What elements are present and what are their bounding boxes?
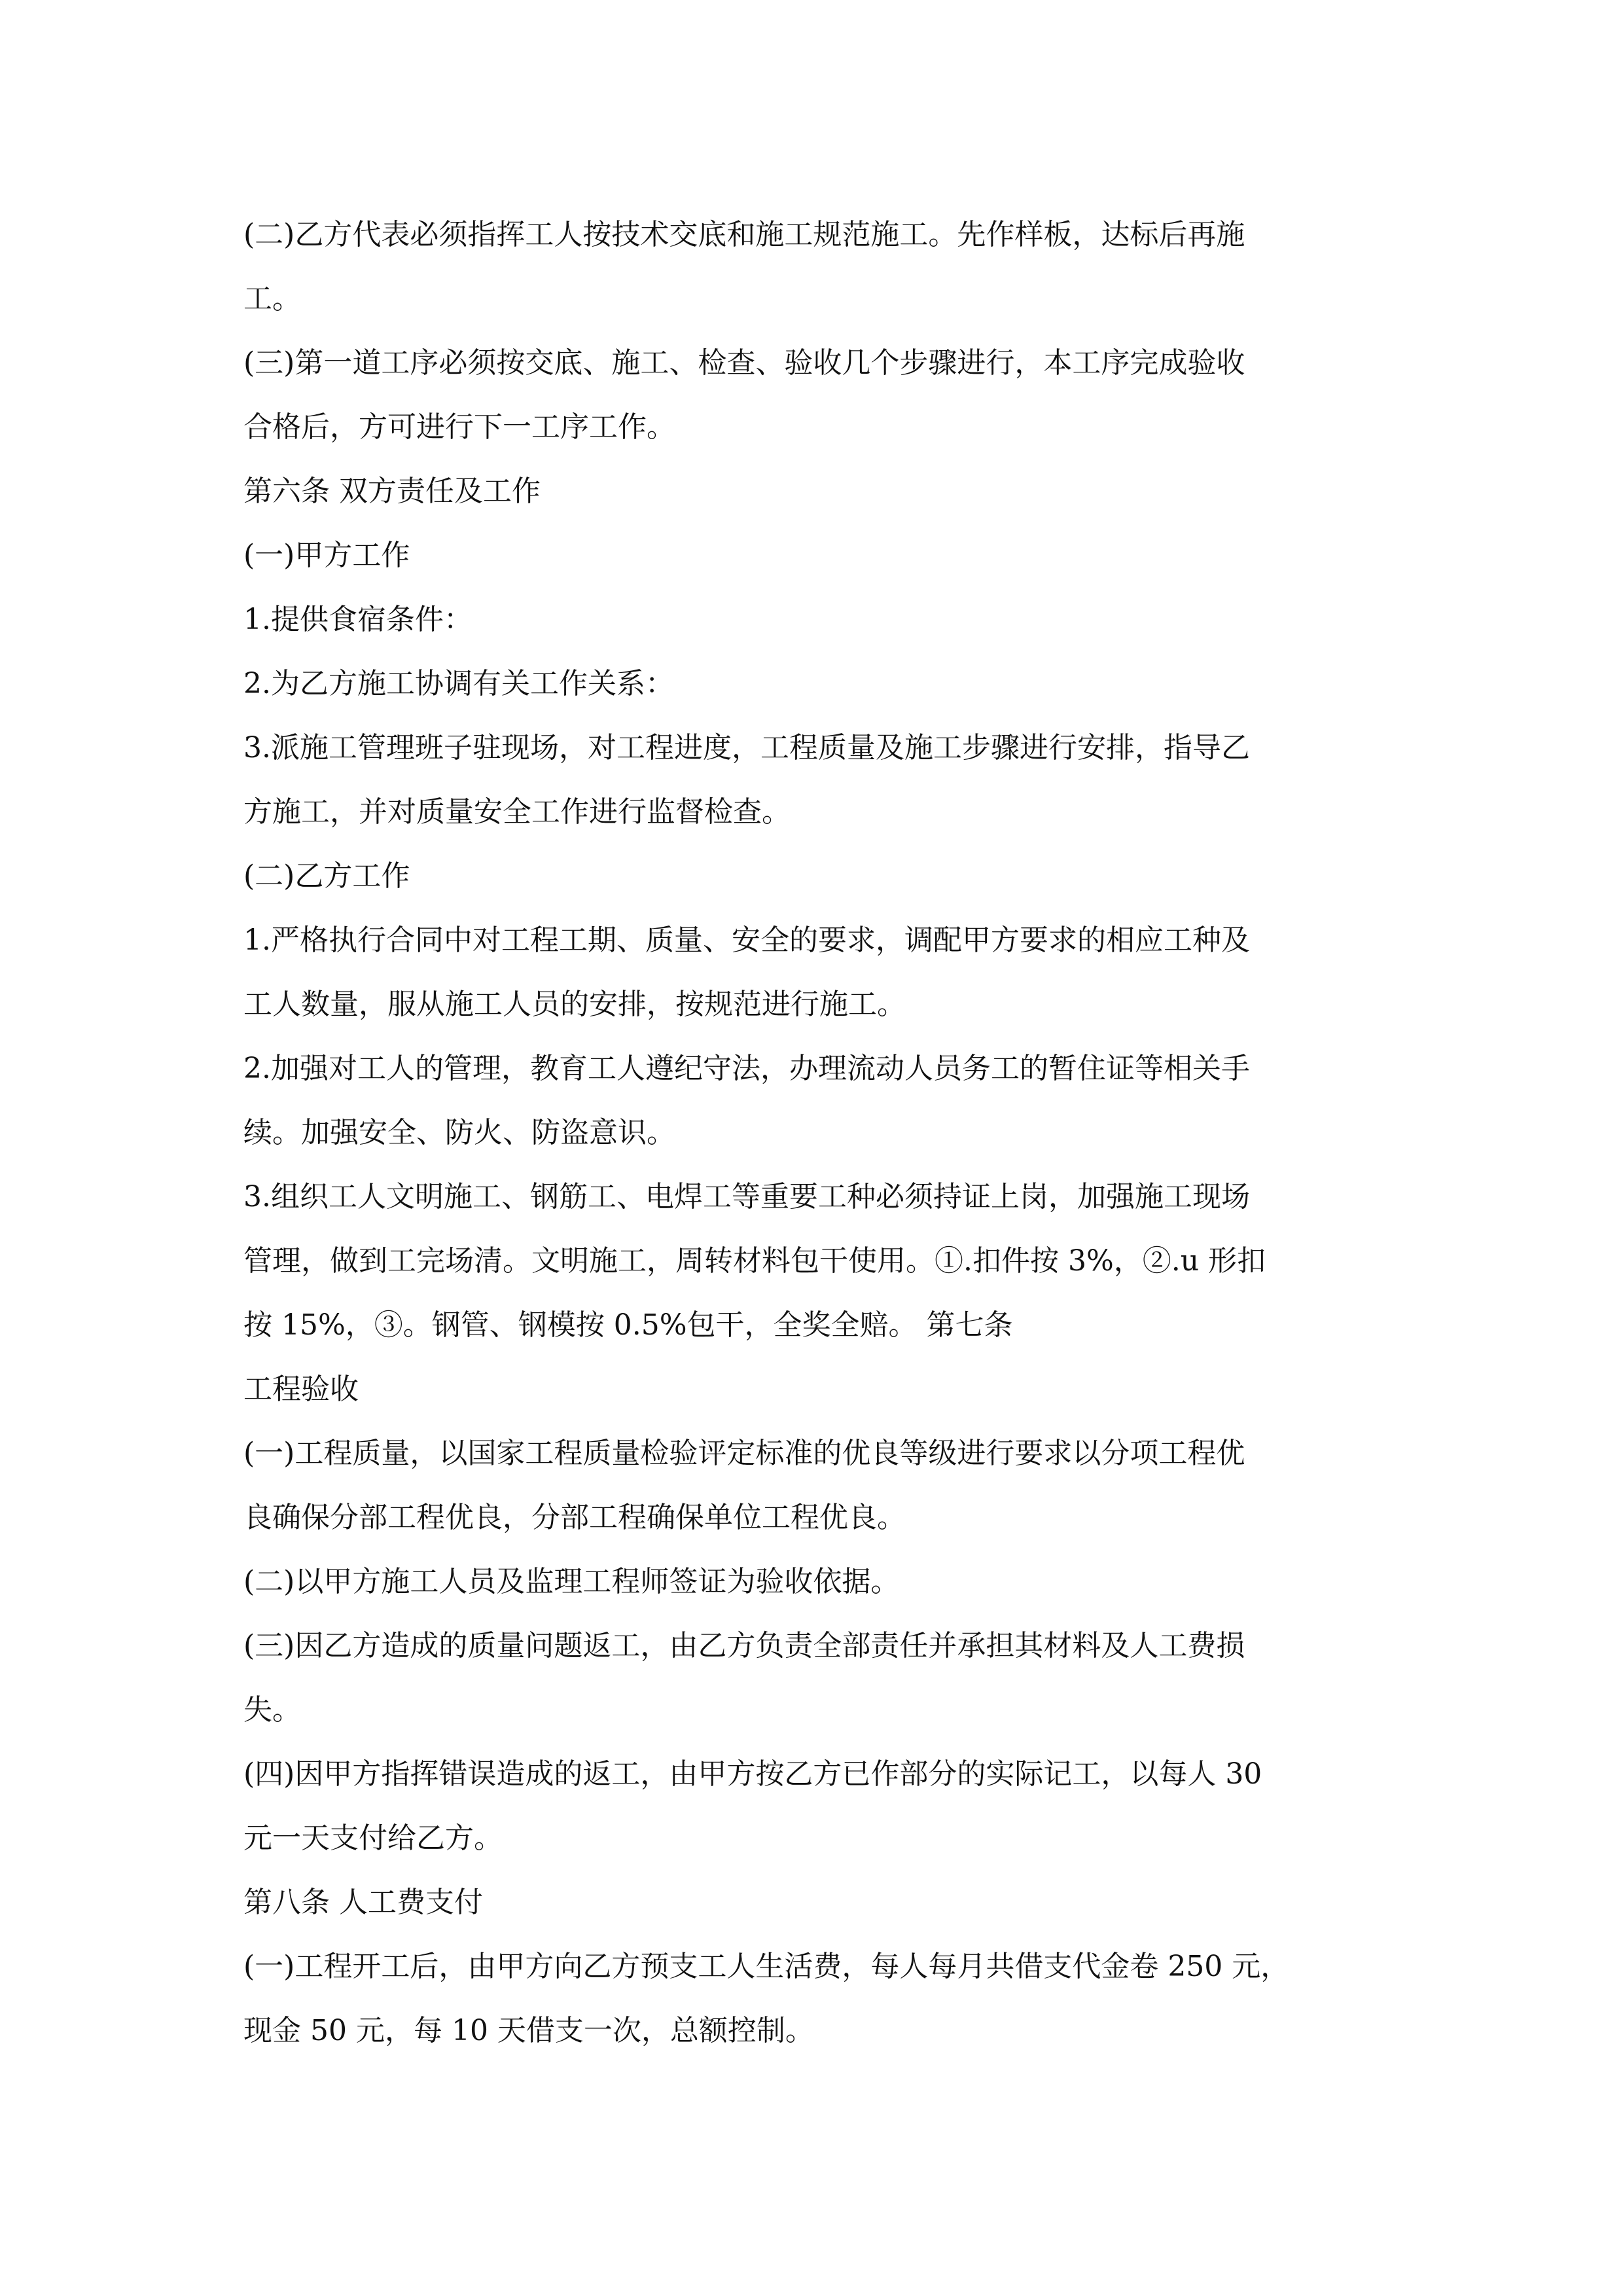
subsection-heading: (一)甲方工作 bbox=[243, 539, 410, 572]
section-heading: 第八条 人工费支付 bbox=[243, 1886, 483, 1919]
text-line: 2.为乙方施工协调有关工作关系： bbox=[243, 667, 674, 700]
text-line: (二)乙方代表必须指挥工人按技术交底和施工规范施工。先作样板，达标后再施 bbox=[243, 218, 1245, 251]
text-line: (一)工程开工后，由甲方向乙方预支工人生活费，每人每月共借支代金卷 250 元， bbox=[243, 1950, 1290, 1983]
text-line: 1.提供食宿条件： bbox=[243, 603, 473, 636]
text-line: 3.组织工人文明施工、钢筋工、电焊工等重要工种必须持证上岗，加强施工现场 bbox=[243, 1180, 1250, 1213]
section-heading: 工程验收 bbox=[243, 1372, 359, 1406]
section-heading: 第六条 双方责任及工作 bbox=[243, 475, 541, 508]
text-line: 现金 50 元，每 10 天借支一次，总额控制。 bbox=[243, 2014, 814, 2047]
text-line: 良确保分部工程优良，分部工程确保单位工程优良。 bbox=[243, 1501, 906, 1534]
text-line: 工。 bbox=[243, 282, 301, 315]
text-line: (三)第一道工序必须按交底、施工、检查、验收几个步骤进行，本工序完成验收 bbox=[243, 346, 1245, 380]
text-line: 管理，做到工完场清。文明施工，周转材料包干使用。①.扣件按 3%，②.u 形扣 bbox=[243, 1244, 1266, 1278]
text-line: (二)以甲方施工人员及监理工程师签证为验收依据。 bbox=[243, 1565, 900, 1598]
subsection-heading: (二)乙方工作 bbox=[243, 859, 410, 893]
text-line: 合格后，方可进行下一工序工作。 bbox=[243, 410, 675, 444]
text-line: 工人数量，服从施工人员的安排，按规范进行施工。 bbox=[243, 988, 906, 1021]
text-line: 失。 bbox=[243, 1693, 301, 1727]
text-line: 2.加强对工人的管理，教育工人遵纪守法，办理流动人员务工的暂住证等相关手 bbox=[243, 1052, 1250, 1085]
text-line: 元一天支付给乙方。 bbox=[243, 1821, 503, 1855]
document-page bbox=[243, 203, 1382, 2063]
text-line: (四)因甲方指挥错误造成的返工，由甲方按乙方已作部分的实际记工，以每人 30 bbox=[243, 1757, 1262, 1791]
text-line: (三)因乙方造成的质量问题返工，由乙方负责全部责任并承担其材料及人工费损 bbox=[243, 1629, 1245, 1662]
text-line: 按 15%，③。钢管、钢模按 0.5%包干，全奖全赔。 第七条 bbox=[243, 1308, 1013, 1342]
text-line: (一)工程质量，以国家工程质量检验评定标准的优良等级进行要求以分项工程优 bbox=[243, 1437, 1245, 1470]
text-line: 1.严格执行合同中对工程工期、质量、安全的要求，调配甲方要求的相应工种及 bbox=[243, 924, 1250, 957]
text-line: 3.派施工管理班子驻现场，对工程进度，工程质量及施工步骤进行安排，指导乙 bbox=[243, 731, 1250, 764]
text-line: 续。加强安全、防火、防盗意识。 bbox=[243, 1116, 675, 1149]
text-line: 方施工，并对质量安全工作进行监督检查。 bbox=[243, 795, 791, 829]
